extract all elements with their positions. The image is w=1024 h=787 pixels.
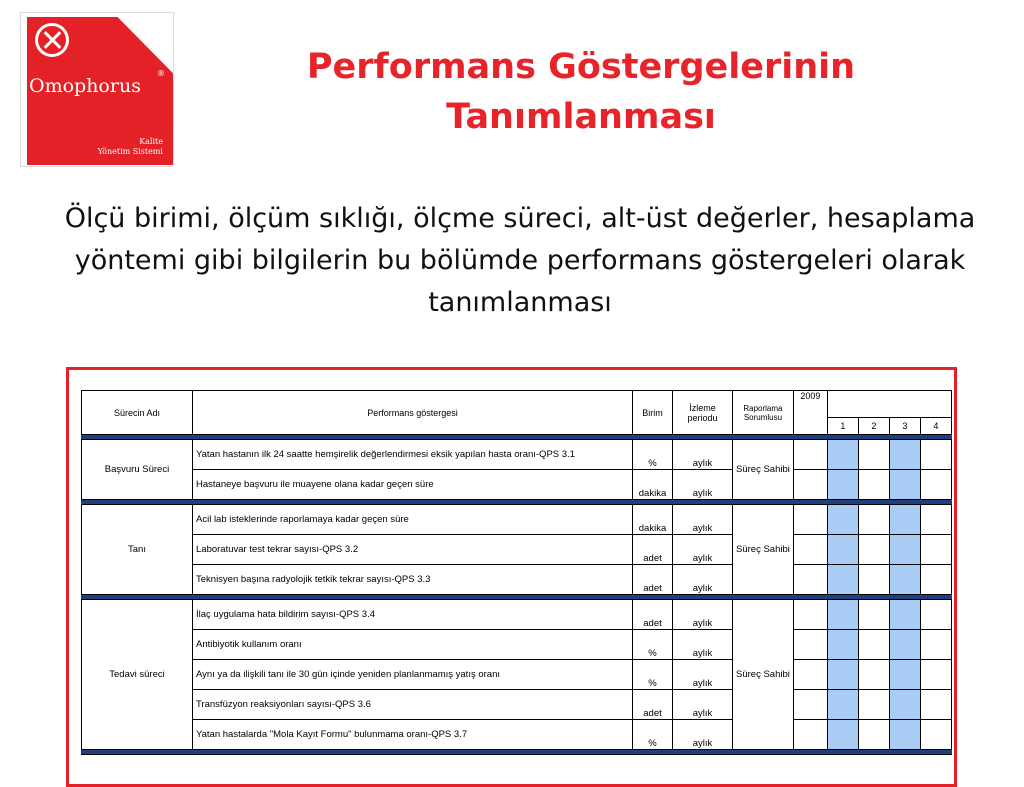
table-row xyxy=(82,440,952,470)
table-row xyxy=(82,660,952,690)
quarter-3-cell xyxy=(889,600,920,630)
quarter-4-cell xyxy=(920,440,951,470)
indicator-cell: Hastaneye başvuru ile muayene olana kadar geçen süre xyxy=(193,470,633,500)
indicator-cell: Acil lab isteklerinde raporlamaya kadar geçen süre xyxy=(193,505,633,535)
quarter-3-cell xyxy=(889,630,920,660)
header-year: 2009 xyxy=(793,391,827,435)
quarter-4-cell xyxy=(920,660,951,690)
table-row xyxy=(82,720,952,750)
period-cell: aylık xyxy=(673,535,733,565)
quarter-1-cell xyxy=(827,690,858,720)
header-period: İzleme periodu xyxy=(673,391,733,435)
quarter-1-cell xyxy=(827,720,858,750)
responsible-cell: Süreç Sahibi xyxy=(733,505,794,595)
table-row xyxy=(82,505,952,535)
quarter-2-cell xyxy=(858,470,889,500)
quarter-3-cell xyxy=(889,470,920,500)
quarter-4-cell xyxy=(920,565,951,595)
quarter-4-cell xyxy=(920,600,951,630)
quarter-4-cell xyxy=(920,535,951,565)
indicator-cell: Yatan hastalarda "Mola Kayıt Formu" bulunmama oranı-QPS 3.7 xyxy=(193,720,633,750)
year-cell xyxy=(793,470,827,500)
table-row xyxy=(82,690,952,720)
quarter-1-cell xyxy=(827,600,858,630)
performance-table xyxy=(81,390,952,755)
header-row-top xyxy=(82,391,952,418)
period-cell: aylık xyxy=(673,630,733,660)
quarter-2-cell xyxy=(858,565,889,595)
quarter-1-cell xyxy=(827,535,858,565)
header-process: Sürecin Adı xyxy=(82,391,193,435)
unit-cell: adet xyxy=(633,690,673,720)
header-q3: 3 xyxy=(889,418,920,435)
indicator-cell: İlaç uygulama hata bildirim sayısı-QPS 3.4 xyxy=(193,600,633,630)
quarter-4-cell xyxy=(920,505,951,535)
quarter-4-cell xyxy=(920,720,951,750)
quarter-3-cell xyxy=(889,720,920,750)
omophorus-logo xyxy=(20,12,174,167)
quarter-4-cell xyxy=(920,630,951,660)
period-cell: aylık xyxy=(673,600,733,630)
quarter-3-cell xyxy=(889,535,920,565)
indicator-cell: Laboratuvar test tekrar sayısı-QPS 3.2 xyxy=(193,535,633,565)
year-cell xyxy=(793,600,827,630)
quarter-4-cell xyxy=(920,690,951,720)
quarter-2-cell xyxy=(858,720,889,750)
unit-cell: adet xyxy=(633,565,673,595)
quarter-2-cell xyxy=(858,535,889,565)
quarter-2-cell xyxy=(858,660,889,690)
indicator-cell: Antibiyotik kullanım oranı xyxy=(193,630,633,660)
quarter-1-cell xyxy=(827,565,858,595)
unit-cell: % xyxy=(633,660,673,690)
slide-subtitle: Ölçü birimi, ölçüm sıklığı, ölçme süreci, alt-üst değerler, hesaplama yöntemi gibi bilgilerin bu bölümde performans göstergeleri olarak tanımlanması xyxy=(64,203,976,318)
header-quarters xyxy=(827,391,951,418)
process-name-cell: Tedavi süreci xyxy=(82,600,193,750)
unit-cell: % xyxy=(633,440,673,470)
quarter-1-cell xyxy=(827,440,858,470)
indicator-cell: Teknisyen başına radyolojik tetkik tekrar sayısı-QPS 3.3 xyxy=(193,565,633,595)
period-cell: aylık xyxy=(673,660,733,690)
year-cell xyxy=(793,720,827,750)
indicator-cell: Aynı ya da ilişkili tanı ile 30 gün içinde yeniden planlanmamış yatış oranı xyxy=(193,660,633,690)
year-cell xyxy=(793,565,827,595)
header-responsible: Raporlama Sorumlusu xyxy=(733,391,794,435)
indicator-cell: Transfüzyon reaksiyonları sayısı-QPS 3.6 xyxy=(193,690,633,720)
quarter-2-cell xyxy=(858,600,889,630)
unit-cell: dakika xyxy=(633,505,673,535)
quarter-1-cell xyxy=(827,470,858,500)
period-cell: aylık xyxy=(673,720,733,750)
quarter-3-cell xyxy=(889,690,920,720)
table-row xyxy=(82,565,952,595)
quarter-2-cell xyxy=(858,505,889,535)
logo-registered: ® xyxy=(157,69,165,78)
quarter-4-cell xyxy=(920,470,951,500)
quarter-1-cell xyxy=(827,505,858,535)
separator-bar xyxy=(82,750,952,755)
period-cell: aylık xyxy=(673,690,733,720)
compass-icon xyxy=(35,23,69,57)
unit-cell: dakika xyxy=(633,470,673,500)
quarter-3-cell xyxy=(889,440,920,470)
indicator-cell: Yatan hastanın ilk 24 saatte hemşirelik değerlendirmesi eksik yapılan hasta oranı-QPS 3.1 xyxy=(193,440,633,470)
table-row xyxy=(82,535,952,565)
header-q1: 1 xyxy=(827,418,858,435)
quarter-2-cell xyxy=(858,630,889,660)
responsible-cell: Süreç Sahibi xyxy=(733,600,794,750)
quarter-2-cell xyxy=(858,690,889,720)
table-row xyxy=(82,470,952,500)
unit-cell: % xyxy=(633,720,673,750)
logo-line2: Yönetim Sistemi xyxy=(97,147,163,156)
period-cell: aylık xyxy=(673,470,733,500)
table-frame xyxy=(66,367,957,787)
process-name-cell: Başvuru Süreci xyxy=(82,440,193,500)
table-row xyxy=(82,600,952,630)
quarter-3-cell xyxy=(889,505,920,535)
period-cell: aylık xyxy=(673,565,733,595)
period-cell: aylık xyxy=(673,440,733,470)
unit-cell: % xyxy=(633,630,673,660)
logo-brand: Omophorus xyxy=(29,75,141,97)
responsible-cell: Süreç Sahibi xyxy=(733,440,794,500)
year-cell xyxy=(793,690,827,720)
quarter-3-cell xyxy=(889,660,920,690)
header-q4: 4 xyxy=(920,418,951,435)
slide-title: Performans Göstergelerinin Tanımlanması xyxy=(306,47,856,137)
period-cell: aylık xyxy=(673,505,733,535)
table-body xyxy=(82,435,952,755)
year-cell xyxy=(793,440,827,470)
header-unit: Birim xyxy=(633,391,673,435)
quarter-2-cell xyxy=(858,440,889,470)
header-indicator: Performans göstergesi xyxy=(193,391,633,435)
logo-line1: Kalite xyxy=(139,137,163,146)
year-cell xyxy=(793,660,827,690)
quarter-1-cell xyxy=(827,660,858,690)
quarter-1-cell xyxy=(827,630,858,660)
group-separator xyxy=(82,750,952,755)
year-cell xyxy=(793,505,827,535)
table-row xyxy=(82,630,952,660)
unit-cell: adet xyxy=(633,535,673,565)
quarter-3-cell xyxy=(889,565,920,595)
header-q2: 2 xyxy=(858,418,889,435)
year-cell xyxy=(793,630,827,660)
process-name-cell: Tanı xyxy=(82,505,193,595)
unit-cell: adet xyxy=(633,600,673,630)
year-cell xyxy=(793,535,827,565)
